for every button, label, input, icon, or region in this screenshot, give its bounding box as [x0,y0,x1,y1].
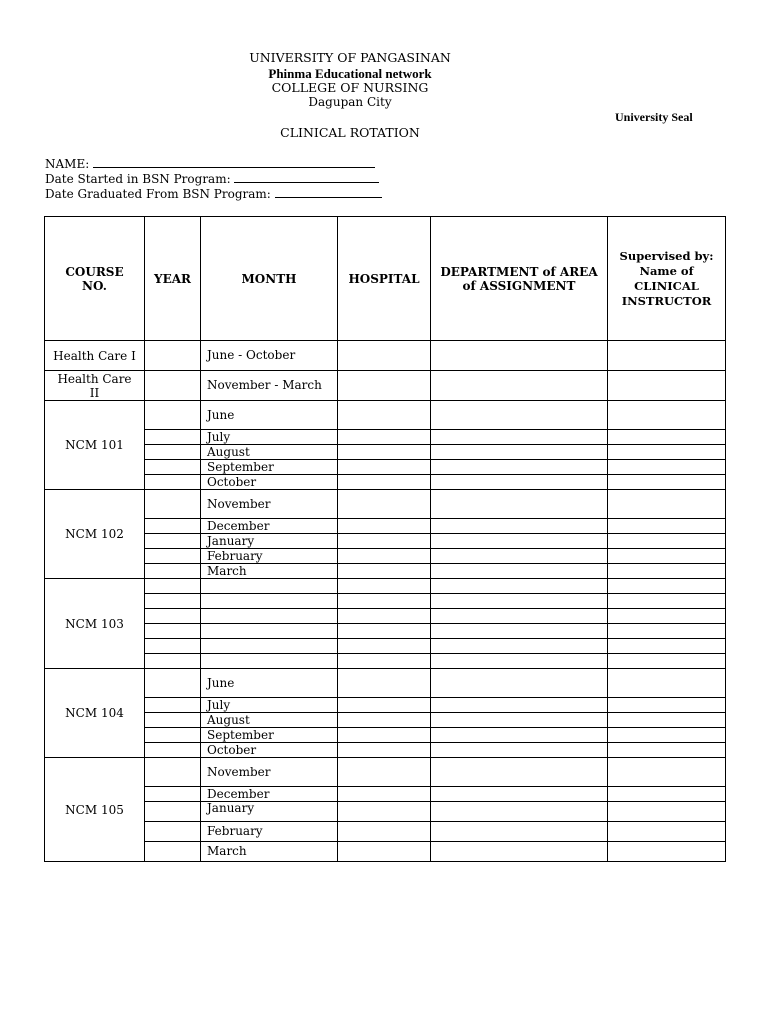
year-cell[interactable] [145,639,201,654]
table-row [45,430,726,445]
month-cell: November [201,758,338,787]
table-row [45,787,726,802]
department-cell[interactable] [431,758,608,787]
month-cell: August [201,445,338,460]
instructor-cell[interactable] [608,698,726,713]
table-row [45,842,726,862]
department-cell[interactable] [431,371,608,401]
year-cell[interactable] [145,698,201,713]
instructor-cell[interactable] [608,787,726,802]
date-graduated-label: Date Graduated From BSN Program: [45,187,271,201]
instructor-cell[interactable] [608,460,726,475]
instructor-cell[interactable] [608,822,726,842]
department-cell[interactable] [431,624,608,639]
table-row [45,669,726,698]
course-cell: NCM 104 [45,669,145,758]
date-started-field[interactable] [45,171,379,186]
table-row [45,624,726,639]
table-row [45,445,726,460]
department-cell[interactable] [431,787,608,802]
header-supervised: Supervised by: Name of CLINICAL INSTRUCTOR [608,217,726,341]
department-cell[interactable] [431,579,608,594]
date-started-blank-line[interactable] [234,171,379,183]
department-cell[interactable] [431,802,608,822]
instructor-cell[interactable] [608,445,726,460]
clinical-rotation-table [44,216,726,862]
department-cell[interactable] [431,713,608,728]
university-seal-placeholder: University Seal [615,110,693,124]
table-row [45,743,726,758]
month-cell: January [201,802,338,822]
instructor-cell[interactable] [608,802,726,822]
header-month: MONTH [201,217,338,341]
department-cell[interactable] [431,460,608,475]
year-cell[interactable] [145,743,201,758]
instructor-cell[interactable] [608,728,726,743]
month-cell: March [201,564,338,579]
year-cell[interactable] [145,401,201,430]
hospital-cell[interactable] [338,401,431,430]
hospital-cell[interactable] [338,475,431,490]
year-cell[interactable] [145,534,201,549]
hospital-cell[interactable] [338,743,431,758]
table-row [45,534,726,549]
hospital-cell[interactable] [338,445,431,460]
header-year: YEAR [145,217,201,341]
city-name: Dagupan City [308,95,392,109]
college-name: COLLEGE OF NURSING [271,80,429,95]
course-cell: NCM 105 [45,758,145,862]
department-cell[interactable] [431,743,608,758]
department-cell[interactable] [431,654,608,669]
year-cell[interactable] [145,594,201,609]
name-field[interactable] [45,156,375,171]
hospital-cell[interactable] [338,842,431,862]
instructor-cell[interactable] [608,609,726,624]
month-cell: November [201,490,338,519]
year-cell[interactable] [145,519,201,534]
month-cell: February [201,549,338,564]
department-cell[interactable] [431,698,608,713]
table-row [45,371,726,401]
year-cell[interactable] [145,549,201,564]
hospital-cell[interactable] [338,430,431,445]
hospital-cell[interactable] [338,713,431,728]
hospital-cell[interactable] [338,371,431,401]
month-cell: October [201,743,338,758]
hospital-cell[interactable] [338,728,431,743]
table-row [45,579,726,594]
instructor-cell[interactable] [608,564,726,579]
month-cell[interactable] [201,624,338,639]
table-row [45,341,726,371]
month-cell: August [201,713,338,728]
name-label: NAME: [45,157,90,171]
instructor-cell[interactable] [608,475,726,490]
table-row [45,564,726,579]
department-cell[interactable] [431,594,608,609]
instructor-cell[interactable] [608,490,726,519]
hospital-cell[interactable] [338,822,431,842]
header-hospital: HOSPITAL [338,217,431,341]
year-cell[interactable] [145,822,201,842]
year-cell[interactable] [145,758,201,787]
hospital-cell[interactable] [338,758,431,787]
instructor-cell[interactable] [608,549,726,564]
date-started-label: Date Started in BSN Program: [45,172,231,186]
department-cell[interactable] [431,564,608,579]
hospital-cell[interactable] [338,802,431,822]
year-cell[interactable] [145,460,201,475]
hospital-cell[interactable] [338,460,431,475]
table-row [45,639,726,654]
instructor-cell[interactable] [608,594,726,609]
month-cell[interactable] [201,639,338,654]
year-cell[interactable] [145,842,201,862]
month-cell[interactable] [201,654,338,669]
month-cell[interactable] [201,579,338,594]
hospital-cell[interactable] [338,564,431,579]
year-cell[interactable] [145,430,201,445]
month-cell: June - October [201,341,338,371]
department-cell[interactable] [431,401,608,430]
instructor-cell[interactable] [608,430,726,445]
year-cell[interactable] [145,654,201,669]
course-cell: NCM 103 [45,579,145,669]
hospital-cell[interactable] [338,609,431,624]
table-row [45,609,726,624]
instructor-cell[interactable] [608,842,726,862]
department-cell[interactable] [431,490,608,519]
month-cell: February [201,822,338,842]
table-row [45,549,726,564]
instructor-cell[interactable] [608,534,726,549]
header-course: COURSE NO. [45,217,145,341]
instructor-cell[interactable] [608,639,726,654]
department-cell[interactable] [431,842,608,862]
instructor-cell[interactable] [608,713,726,728]
table-row [45,490,726,519]
month-cell: October [201,475,338,490]
date-graduated-blank-line[interactable] [275,186,382,198]
table-row [45,654,726,669]
department-cell[interactable] [431,728,608,743]
network-name: Phinma Educational network [268,66,432,81]
hospital-cell[interactable] [338,669,431,698]
table-row [45,594,726,609]
table-row [45,758,726,787]
hospital-cell[interactable] [338,624,431,639]
hospital-cell[interactable] [338,341,431,371]
instructor-cell[interactable] [608,743,726,758]
instructor-cell[interactable] [608,654,726,669]
course-cell: NCM 101 [45,401,145,490]
table-row [45,519,726,534]
department-cell[interactable] [431,475,608,490]
hospital-cell[interactable] [338,787,431,802]
month-cell: July [201,698,338,713]
department-cell[interactable] [431,639,608,654]
month-cell[interactable] [201,594,338,609]
department-cell[interactable] [431,822,608,842]
year-cell[interactable] [145,669,201,698]
year-cell[interactable] [145,728,201,743]
year-cell[interactable] [145,609,201,624]
name-blank-line[interactable] [93,156,375,168]
year-cell[interactable] [145,490,201,519]
table-row [45,713,726,728]
department-cell[interactable] [431,534,608,549]
month-cell: March [201,842,338,862]
hospital-cell[interactable] [338,549,431,564]
instructor-cell[interactable] [608,519,726,534]
department-cell[interactable] [431,445,608,460]
year-cell[interactable] [145,341,201,371]
month-cell: June [201,401,338,430]
hospital-cell[interactable] [338,534,431,549]
table-header-row [45,217,726,341]
month-cell: November - March [201,371,338,401]
hospital-cell[interactable] [338,519,431,534]
date-graduated-field[interactable] [45,186,382,201]
month-cell: December [201,519,338,534]
university-name: UNIVERSITY OF PANGASINAN [249,50,451,65]
department-cell[interactable] [431,609,608,624]
month-cell[interactable] [201,609,338,624]
course-cell: Health Care I [45,341,145,371]
table-row [45,475,726,490]
hospital-cell[interactable] [338,698,431,713]
department-cell[interactable] [431,519,608,534]
hospital-cell[interactable] [338,654,431,669]
hospital-cell[interactable] [338,579,431,594]
table-row [45,460,726,475]
instructor-cell[interactable] [608,669,726,698]
header-department: DEPARTMENT of AREA of ASSIGNMENT [431,217,608,341]
hospital-cell[interactable] [338,594,431,609]
instructor-cell[interactable] [608,401,726,430]
year-cell[interactable] [145,564,201,579]
year-cell[interactable] [145,624,201,639]
month-cell: July [201,430,338,445]
instructor-cell[interactable] [608,579,726,594]
page-title: CLINICAL ROTATION [280,125,420,140]
table-row [45,802,726,822]
table-row [45,728,726,743]
instructor-cell[interactable] [608,758,726,787]
department-cell[interactable] [431,549,608,564]
department-cell[interactable] [431,430,608,445]
table-row [45,822,726,842]
month-cell: September [201,460,338,475]
department-cell[interactable] [431,669,608,698]
table-row [45,401,726,430]
instructor-cell[interactable] [608,624,726,639]
year-cell[interactable] [145,371,201,401]
year-cell[interactable] [145,787,201,802]
year-cell[interactable] [145,713,201,728]
department-cell[interactable] [431,341,608,371]
course-cell: Health Care II [45,371,145,401]
year-cell[interactable] [145,475,201,490]
year-cell[interactable] [145,579,201,594]
year-cell[interactable] [145,445,201,460]
hospital-cell[interactable] [338,490,431,519]
table-row [45,698,726,713]
month-cell: December [201,787,338,802]
month-cell: January [201,534,338,549]
instructor-cell[interactable] [608,341,726,371]
instructor-cell[interactable] [608,371,726,401]
month-cell: September [201,728,338,743]
course-cell: NCM 102 [45,490,145,579]
hospital-cell[interactable] [338,639,431,654]
month-cell: June [201,669,338,698]
year-cell[interactable] [145,802,201,822]
